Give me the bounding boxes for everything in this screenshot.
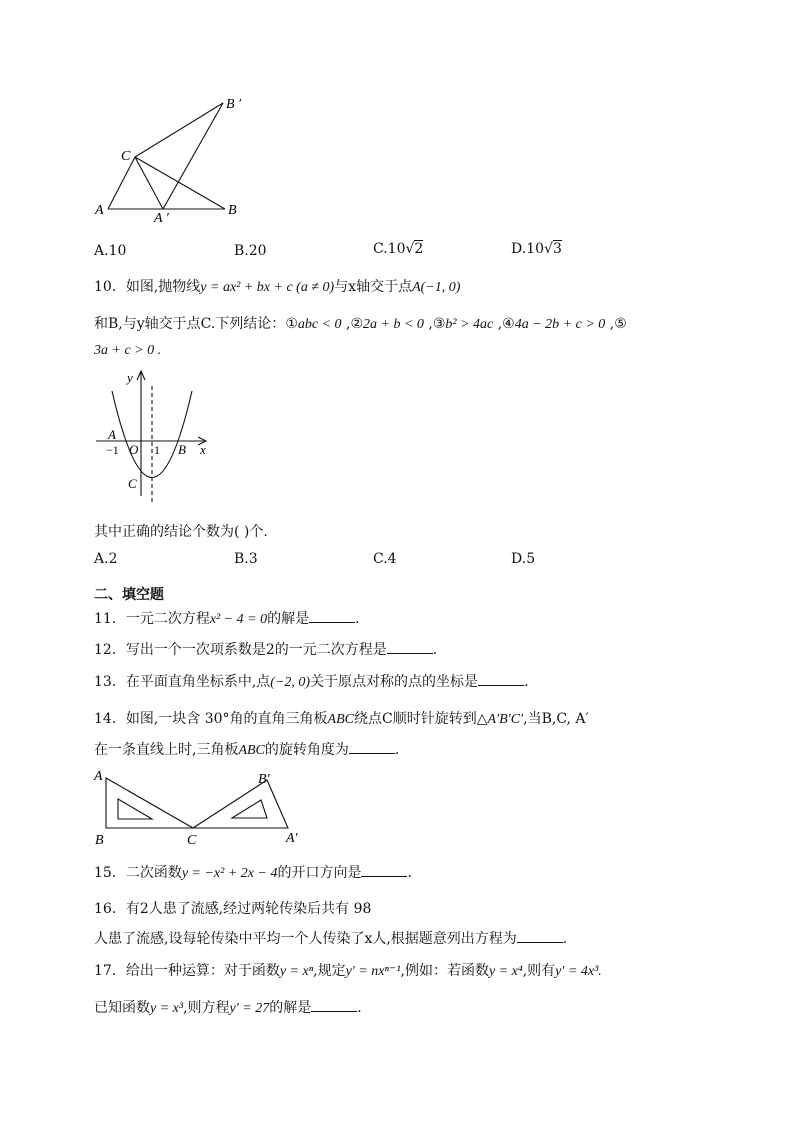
q10-parabola: y = ax² + bx + c (a ≠ 0) [200,280,335,295]
conclusion-mark: ② [350,316,364,332]
q17-formula: y = x³ [150,1001,184,1016]
q13: 13．在平面直角坐标系中,点(−2, 0)关于原点对称的点的坐标是 . [94,671,529,691]
q12-text: 写出一个一次项系数是2的一元二次方程是 [125,642,387,658]
q14-abc: ABC [238,743,265,758]
q17-line2: 已知函数y = x³,则方程y′ = 27的解是 . [94,997,362,1017]
q10-question: 其中正确的结论个数为( )个. [94,524,268,540]
sqrt-icon: √ [544,241,553,257]
q17-text: ,规定 [313,963,346,979]
conclusion-expr: 4a − 2b + c > 0 [514,317,606,332]
q9-option-c [373,241,423,257]
q14-line2: 在一条直线上时,三角板ABC的旋转角度为 . [94,739,399,759]
option-radicand: 2 [414,241,424,257]
option-letter: A. [94,551,109,567]
q13-number: 13． [94,674,126,690]
q17-formula: y′ = nxⁿ⁻¹ [345,964,401,979]
q13-point: (−2, 0) [270,675,311,690]
q17-text: 的解是 [269,1000,312,1016]
q15-text: 的开口方向是 [277,865,362,881]
q17-formula: y′ = 27 [229,1001,270,1016]
q10-text: 和B,与y轴交于点C.下列结论： [94,316,286,332]
q14-figure [92,768,307,848]
triangle-abc [106,778,193,828]
option-letter: C. [373,241,388,257]
q14-text: 的旋转角度为 [264,742,349,758]
q16-number: 16． [94,901,126,917]
option-value: 4 [387,551,397,567]
q16-line2: 人患了流感,设每轮传染中平均一个人传染了x人,根据题意列出方程为 . [94,928,567,948]
q15-number: 15． [94,865,126,881]
graph-label-b: B [178,442,186,457]
q13-text: 在平面直角坐标系中,点 [125,674,271,690]
q14-label-a-prime: A′ [286,831,298,846]
answer-blank[interactable] [349,739,395,754]
q16-text: 人患了流感,设每轮传染中平均一个人传染了x人,根据题意列出方程为 [94,931,517,947]
answer-blank[interactable] [309,608,355,623]
triangle-prime-cutout [232,800,267,818]
q17-text: 已知函数 [94,1000,150,1016]
q14-number: 14． [94,711,126,727]
conclusion-expr: abc < 0 [297,317,342,332]
q10-line1 [94,276,460,296]
conclusion-mark: ① [285,316,298,332]
q9-segment-a-prime-b-prime [163,103,223,209]
conclusion-expr: b² > 4ac [445,317,494,332]
q10-option-c [373,551,397,567]
q12-number: 12． [94,642,126,658]
option-radicand: 3 [552,241,562,257]
q16-line1 [94,898,371,918]
answer-blank[interactable] [478,671,524,686]
q10-number: 10． [94,279,126,295]
q13-text: 关于原点对称的点的坐标是 [310,674,479,690]
option-coef: 10 [526,241,545,257]
q17-number: 17． [94,963,126,979]
q14-abc: ABC [327,712,354,727]
option-value: 2 [108,551,118,567]
q9-figure [90,90,250,225]
q11-text: 的解是 [267,611,310,627]
q17-formula: y′ = 4x³. [555,964,602,979]
q10-graph [92,368,217,506]
q9-label-b-prime: B ′ [226,97,242,112]
q14-label-b-prime: B′ [258,772,270,787]
q15-text: 二次函数 [125,865,182,881]
q14-triangle: △A′B′C′ [476,712,524,727]
conclusion-mark: ③ [432,316,446,332]
answer-blank[interactable] [361,862,407,877]
q10-option-a [94,551,117,567]
q14-label-b: B [95,833,104,848]
q9-option-d [511,241,562,257]
option-letter: D. [511,241,527,257]
conclusion-expr: 2a + b < 0 [363,317,424,332]
q15-expr: y = −x² + 2x − 4 [181,866,278,881]
q10-option-b [234,551,258,567]
q9-option-b [234,243,267,259]
graph-label-o: O [129,442,139,457]
q17-line1 [94,960,602,980]
q14-text: ,当B,C, A′ [523,711,589,727]
q9-segment-ac [108,157,135,209]
q9-label-b: B [228,203,237,218]
option-value: 5 [526,551,536,567]
q17-text: ,例如：若函数 [400,963,489,979]
option-value: 20 [248,243,267,259]
conclusion-mark: ④ [502,316,515,332]
option-coef: 10 [387,241,406,257]
q11-text: 一元二次方程 [125,611,210,627]
q11-number: 11． [94,611,126,627]
option-value: 3 [248,551,258,567]
q15: 15．二次函数y = −x² + 2x − 4的开口方向是 . [94,862,412,882]
q10-line2: 和B,与y轴交于点C.下列结论：①abc < 0 ,②2a + b < 0 ,③b² > 4ac ,④4a − 2b + c > 0 ,⑤ [94,316,627,332]
q9-label-a: A [95,203,104,218]
q17-text: ,则方程 [183,1000,230,1016]
q14-text: 在一条直线上时,三角板 [94,742,239,758]
q9-label-c: C [121,149,131,164]
answer-blank[interactable] [311,997,357,1012]
q9-label-a-prime: A ′ [154,211,169,225]
q10-option-d [511,551,535,567]
graph-label-y: y [127,370,133,385]
q17-formula: y = xⁿ [279,964,314,979]
graph-label-c: C [128,476,137,491]
q14-text: 如图,一块含 30°角的直角三角板 [125,711,328,727]
q16-text: 有2人患了流感,经过两轮传染后共有 98 [125,901,372,917]
option-letter: C. [373,551,388,567]
q14-label-a: A [94,769,103,784]
q17-text: ,则有 [522,963,556,979]
graph-label-x: x [200,442,206,457]
graph-label-one: 1 [154,443,160,457]
triangle-a-prime-b-prime-c [193,780,288,828]
option-letter: B. [234,551,249,567]
q11: 11．一元二次方程x² − 4 = 0的解是 . [94,608,360,628]
q10-text: 如图,抛物线 [125,279,201,295]
option-letter: D. [511,551,527,567]
q11-expr: x² − 4 = 0 [209,612,268,627]
q10-text: 与x轴交于点 [334,279,413,295]
q14-text: 绕点C顺时针旋转到 [354,711,477,727]
q9-segment-cb-prime [135,103,223,157]
answer-blank[interactable] [517,928,563,943]
sqrt-icon: √ [405,241,415,257]
section-title: 二、填空题 [94,587,164,603]
graph-label-a: A [108,427,116,442]
q14-line1 [94,708,589,728]
option-letter: B. [234,243,249,259]
q17-formula: y = x⁴ [488,964,523,979]
q14-label-c: C [187,833,197,848]
q9-option-a [94,243,126,259]
q17-text: 给出一种运算：对于函数 [125,963,280,979]
q10-point-a: A(−1, 0) [412,280,461,295]
q10-line3: 3a + c > 0 . [94,343,162,358]
graph-label-neg1: −1 [106,443,119,457]
q12: 12．写出一个一次项系数是2的一元二次方程是 . [94,639,437,659]
conclusion-mark: ⑤ [614,316,627,332]
option-value: 10 [108,243,127,259]
answer-blank[interactable] [387,639,433,654]
option-letter: A. [94,243,109,259]
